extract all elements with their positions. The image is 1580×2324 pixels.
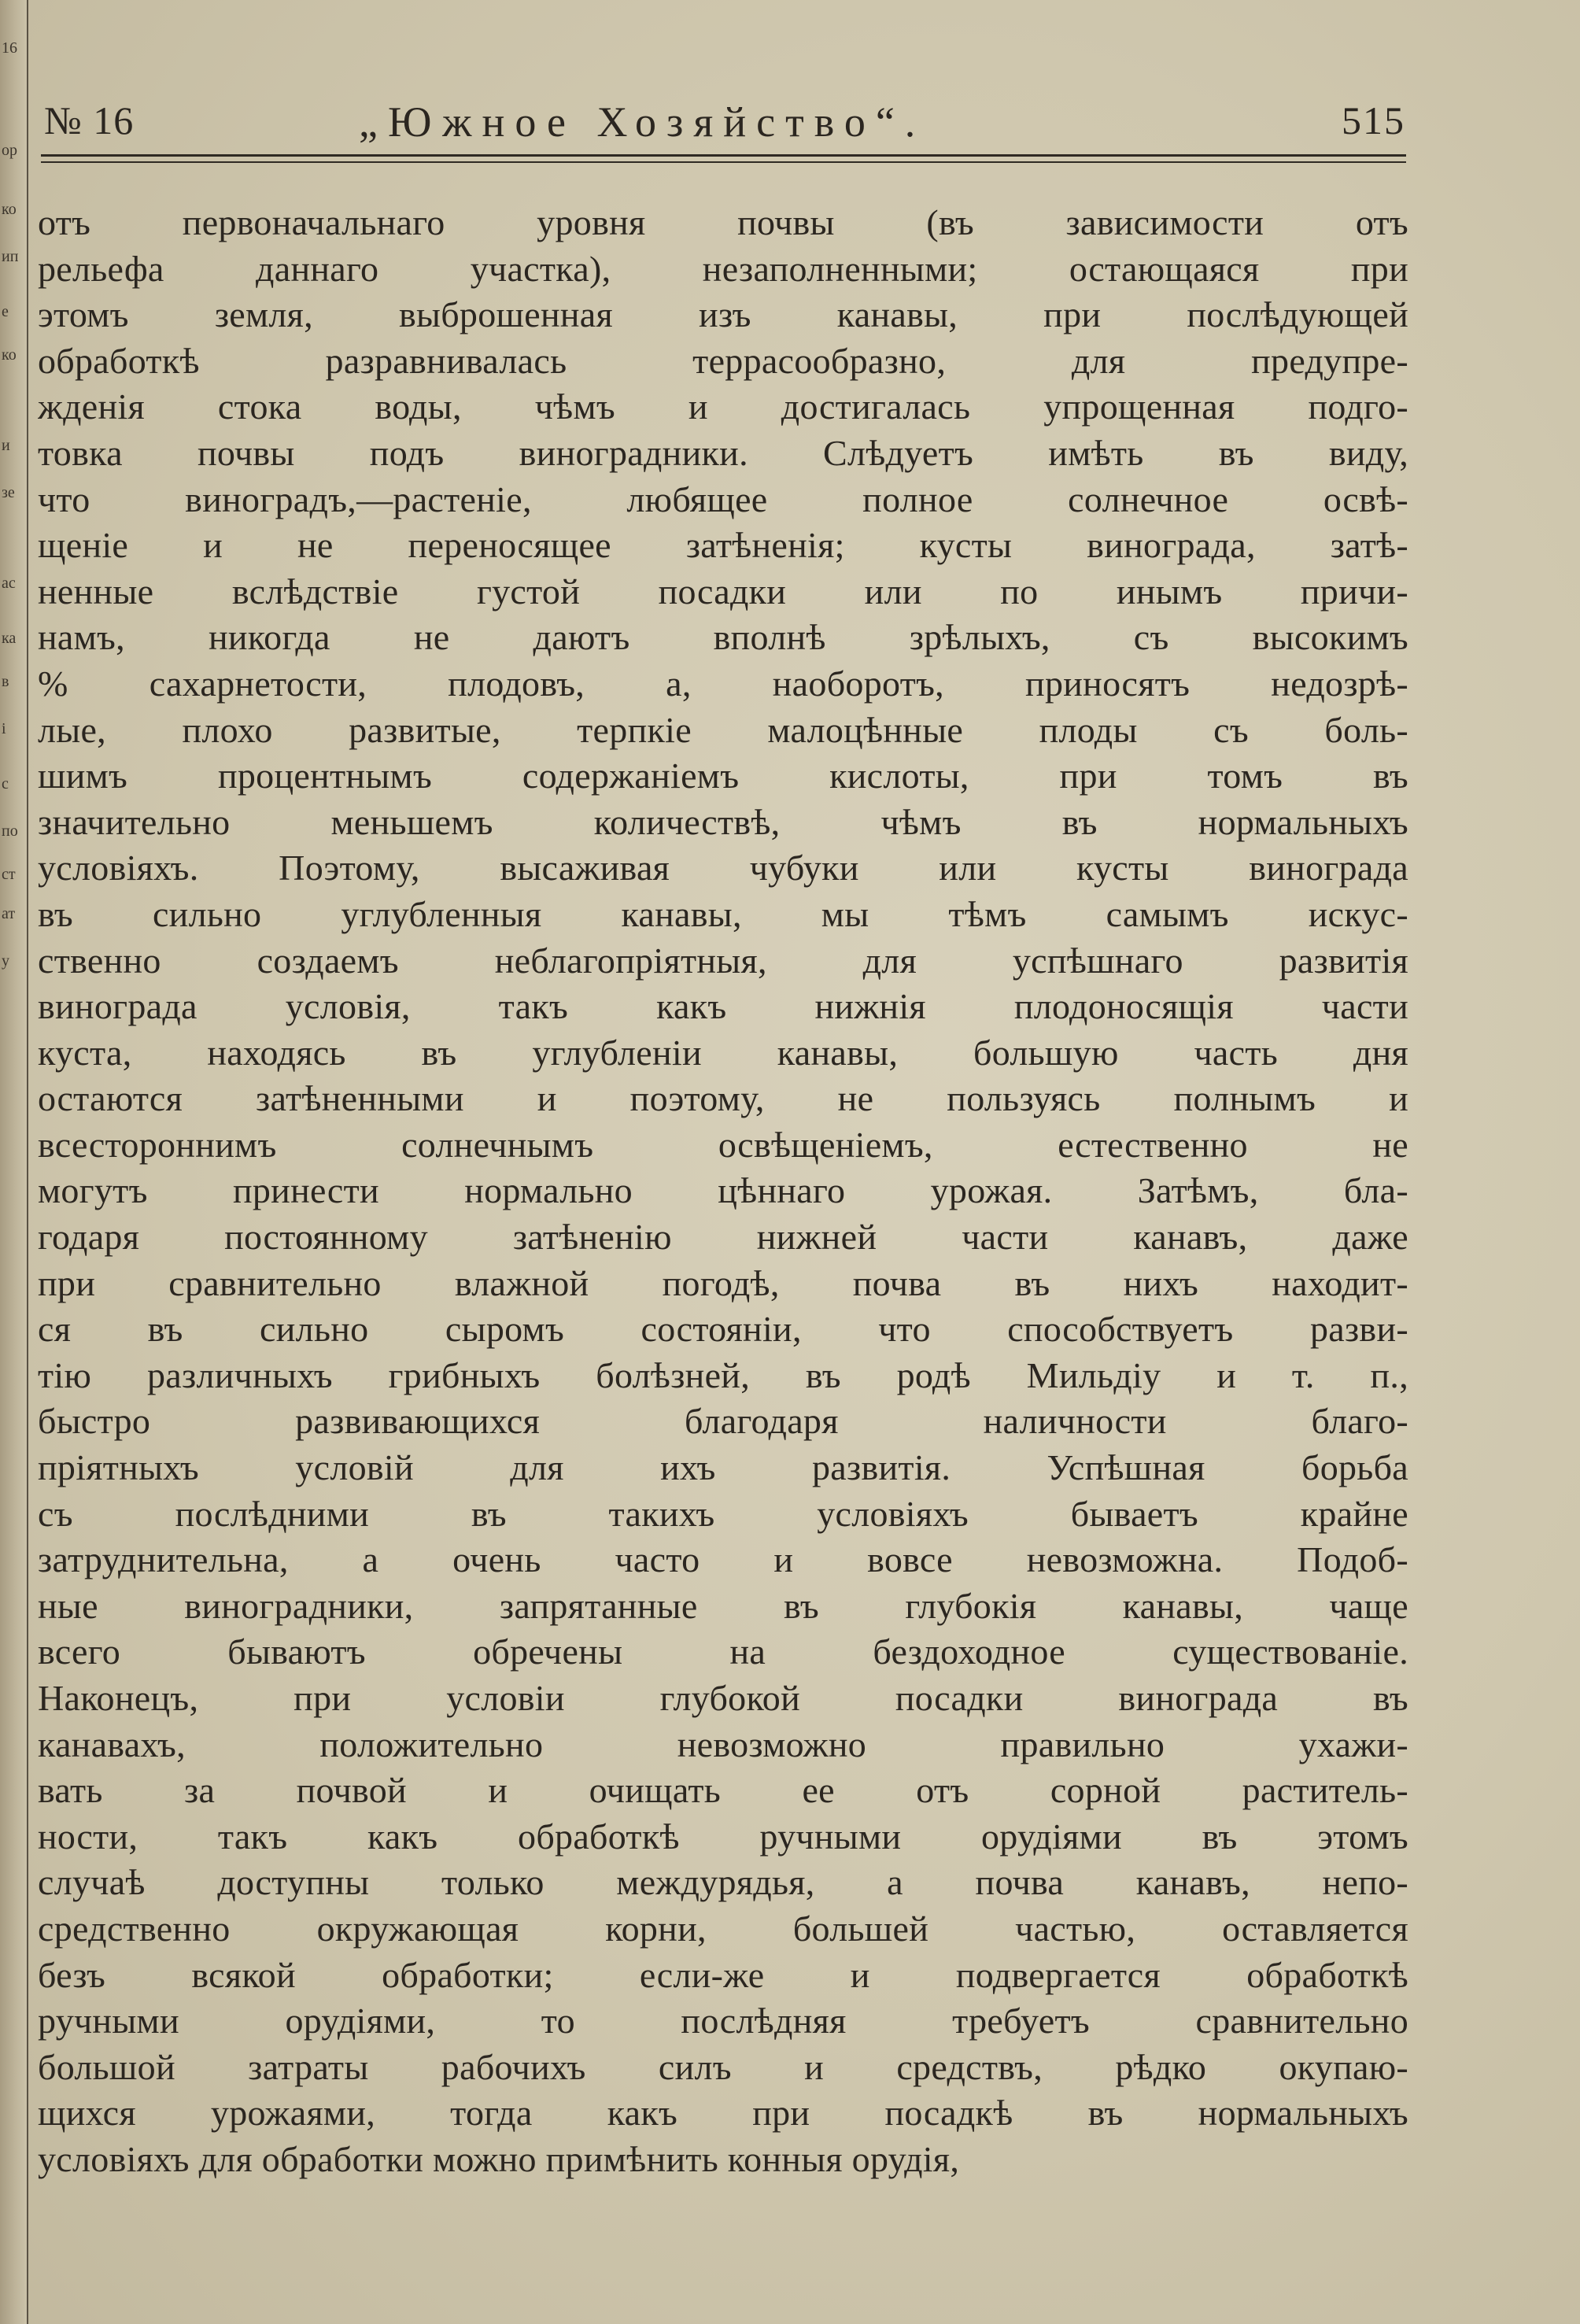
text-line: щеніе и не переносящее затѣненія; кусты винограда, затѣ- bbox=[38, 525, 1408, 566]
text-line: вать за почвой и очищать ее отъ сорной раститель- bbox=[38, 1770, 1408, 1811]
text-line: куста, находясь въ углубленіи канавы, большую часть дня bbox=[38, 1032, 1408, 1073]
header-rule-thick bbox=[41, 154, 1406, 157]
text-line: ненные вслѣдствіе густой посадки или по инымъ причи- bbox=[38, 571, 1408, 611]
binding-fragment: ко bbox=[2, 201, 17, 218]
binding-fragment: зе bbox=[2, 484, 15, 501]
text-line: съ послѣдними въ такихъ условіяхъ бываетъ крайне bbox=[38, 1493, 1408, 1534]
text-line: обработкѣ разравнивалась террасообразно, для предупре- bbox=[38, 340, 1408, 381]
text-line: товка почвы подъ виноградники. Слѣдуетъ имѣть въ виду, bbox=[38, 432, 1408, 473]
text-line: ные виноградники, запрятанные въ глубокія канавы, чаще bbox=[38, 1585, 1408, 1626]
text-line: условіяхъ для обработки можно примѣнить конныя орудія, bbox=[38, 2138, 960, 2179]
journal-title: „Южное Хозяйство“. bbox=[359, 98, 926, 146]
text-line: пріятныхъ условій для ихъ развитія. Успѣшная борьба bbox=[38, 1447, 1408, 1488]
binding-fragment: 16 bbox=[2, 39, 17, 57]
binding-fragment: і bbox=[2, 720, 6, 737]
header-rule-thin bbox=[41, 161, 1406, 163]
binding-fragment: ип bbox=[2, 248, 19, 265]
text-line: ручными орудіями, то послѣдняя требуетъ сравнительно bbox=[38, 2001, 1408, 2041]
text-line: безъ всякой обработки; если-же и подвергается обработкѣ bbox=[38, 1954, 1408, 1995]
text-line: всего бываютъ обречены на бездоходное существованіе. bbox=[38, 1631, 1408, 1672]
issue-number: № 16 bbox=[44, 98, 135, 142]
text-line: лые, плохо развитые, терпкіе малоцѣнные плоды съ боль- bbox=[38, 709, 1408, 750]
text-line: значительно меньшемъ количествѣ, чѣмъ въ нормальныхъ bbox=[38, 801, 1408, 842]
text-line: отъ первоначальнаго уровня почвы (въ зависимости отъ bbox=[38, 202, 1408, 242]
page-number: 515 bbox=[1342, 98, 1405, 142]
binding-fragment: с bbox=[2, 775, 9, 793]
text-line: этомъ земля, выброшенная изъ канавы, при послѣдующей bbox=[38, 294, 1408, 335]
text-line: всестороннимъ солнечнымъ освѣщеніемъ, естественно не bbox=[38, 1124, 1408, 1165]
text-line: условіяхъ. Поэтому, высаживая чубуки или кусты винограда bbox=[38, 848, 1408, 889]
text-line: годаря постоянному затѣненію нижней части канавъ, даже bbox=[38, 1217, 1408, 1258]
text-line: остаются затѣненными и поэтому, не пользуясь полнымъ и bbox=[38, 1078, 1408, 1119]
text-line: быстро развивающихся благодаря наличности благо- bbox=[38, 1401, 1408, 1442]
text-line: тію различныхъ грибныхъ болѣзней, въ родѣ Мильдіу и т. п., bbox=[38, 1354, 1408, 1395]
binding-fragment: ко bbox=[2, 346, 17, 364]
text-line: щихся урожаями, тогда какъ при посадкѣ въ нормальныхъ bbox=[38, 2093, 1408, 2134]
text-line: рельефа даннаго участка), незаполненными; остающаяся при bbox=[38, 248, 1408, 289]
text-line: въ сильно углубленныя канавы, мы тѣмъ самымъ искус- bbox=[38, 893, 1408, 934]
body-text bbox=[38, 200, 1408, 2183]
text-line: большой затраты рабочихъ силъ и средствъ, рѣдко окупаю- bbox=[38, 2046, 1408, 2087]
text-line: ности, такъ какъ обработкѣ ручными орудіями въ этомъ bbox=[38, 1816, 1408, 1857]
binding-fragment: ат bbox=[2, 905, 16, 922]
binding-fragment: е bbox=[2, 303, 9, 320]
binding-fragment: ст bbox=[2, 866, 16, 883]
binding-fragment: у bbox=[2, 952, 9, 970]
text-line: ся въ сильно сыромъ состояніи, что способствуетъ разви- bbox=[38, 1309, 1408, 1350]
text-line: средственно окружающая корни, большей частью, оставляется bbox=[38, 1908, 1408, 1949]
text-line: могутъ принести нормально цѣннаго урожая. Затѣмъ, бла- bbox=[38, 1170, 1408, 1211]
text-line: канавахъ, положительно невозможно правильно ухажи- bbox=[38, 1724, 1408, 1764]
text-line: намъ, никогда не даютъ вполнѣ зрѣлыхъ, съ высокимъ bbox=[38, 617, 1408, 658]
text-line: случаѣ доступны только междурядья, а почва канавъ, непо- bbox=[38, 1862, 1408, 1903]
text-line: винограда условія, такъ какъ нижнія плодоносящія части bbox=[38, 986, 1408, 1027]
text-line: затруднительна, а очень часто и вовсе невозможна. Подоб- bbox=[38, 1539, 1408, 1580]
text-line: Наконецъ, при условіи глубокой посадки винограда въ bbox=[38, 1678, 1408, 1718]
binding-fragment: в bbox=[2, 673, 9, 690]
text-line: что виноградъ,—растеніе, любящее полное солнечное освѣ- bbox=[38, 478, 1408, 519]
binding-fragment: ас bbox=[2, 575, 16, 592]
text-line: шимъ процентнымъ содержаніемъ кислоты, при томъ въ bbox=[38, 756, 1408, 796]
text-line: жденія стока воды, чѣмъ и достигалась упрощенная подго- bbox=[38, 386, 1408, 427]
binding-fragment: ор bbox=[2, 142, 17, 159]
binding-fragment: и bbox=[2, 437, 10, 454]
binding-fragment: ка bbox=[2, 630, 17, 647]
text-line: при сравнительно влажной погодѣ, почва въ нихъ находит- bbox=[38, 1262, 1408, 1303]
text-line: ственно создаемъ неблагопріятныя, для успѣшнаго развитія bbox=[38, 940, 1408, 981]
running-header bbox=[44, 98, 1405, 153]
binding-edge bbox=[0, 0, 28, 2324]
text-line: % сахарнетости, плодовъ, а, наоборотъ, приносятъ недозрѣ- bbox=[38, 663, 1408, 704]
binding-fragment: по bbox=[2, 822, 18, 840]
